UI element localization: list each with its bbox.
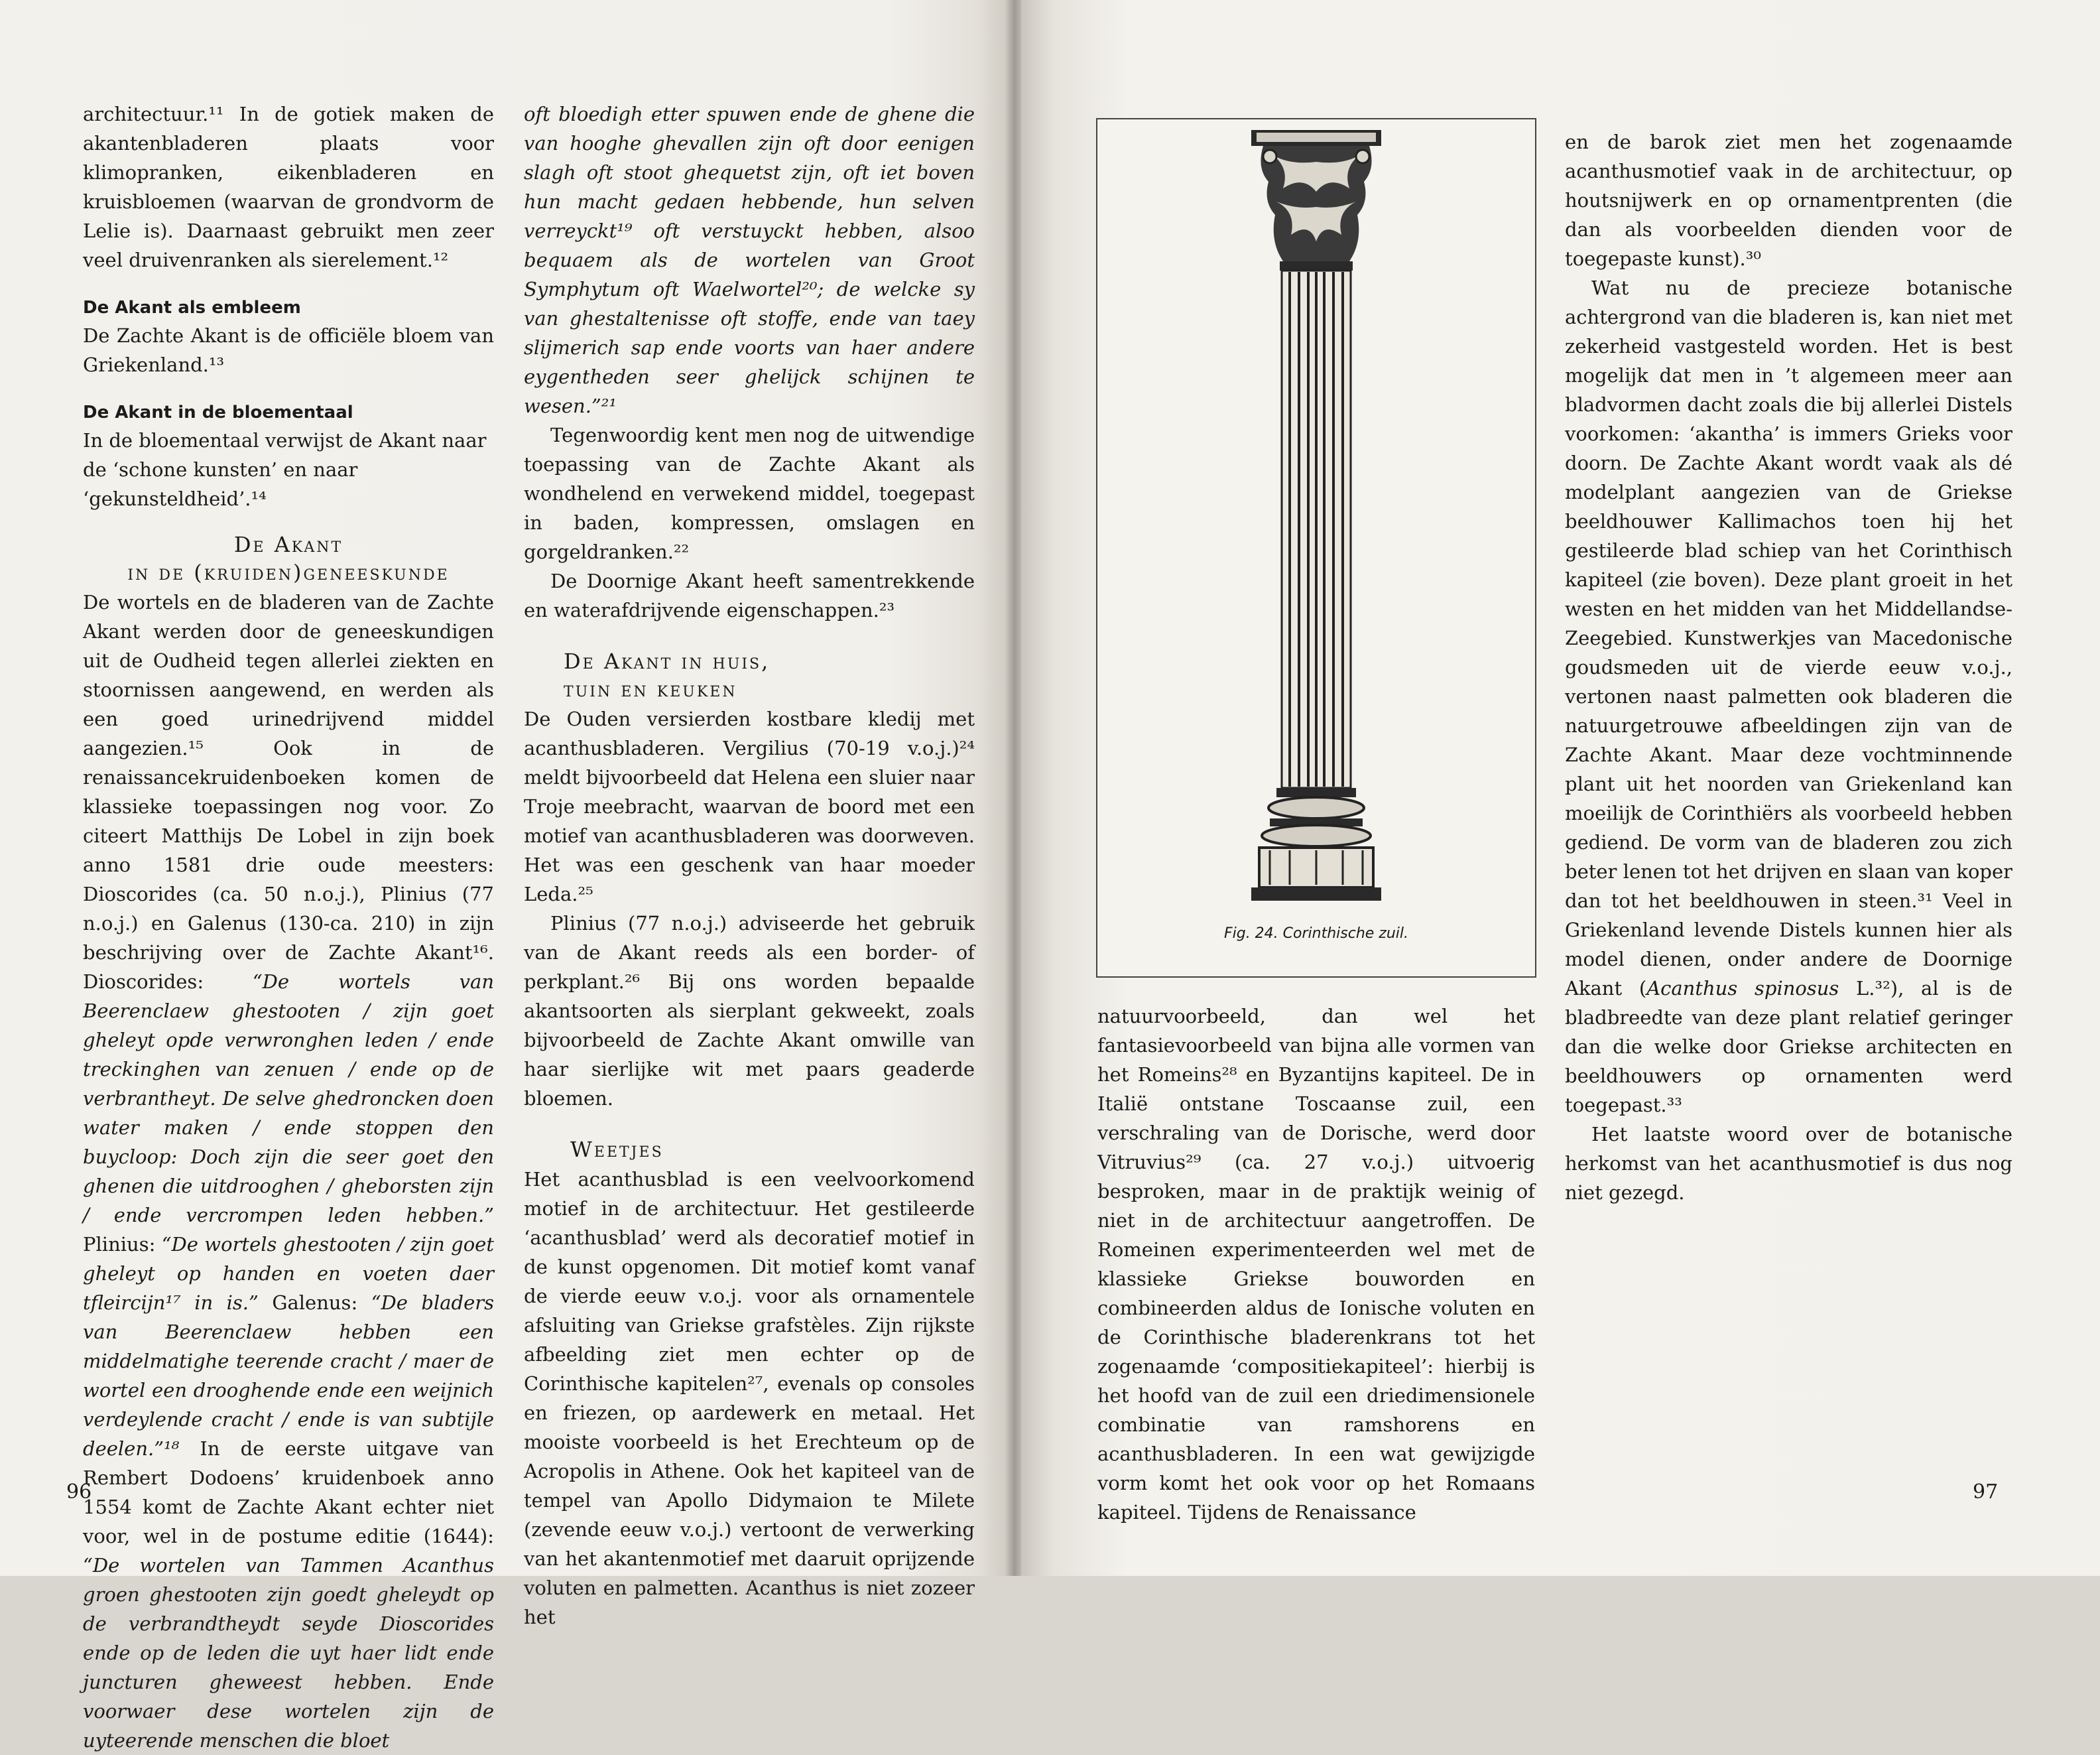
corinthian-column-illustration <box>1250 129 1383 911</box>
page-number-right: 97 <box>1973 1480 1999 1504</box>
section-heading-geneeskunde <box>83 531 494 586</box>
paragraph: De Ouden versierden kostbare kledij met acanthusbladeren. Vergilius (70-19 v.o.j.)²⁴ meldt bijvoorbeeld dat Helena een sluier naar Troje meebracht, waarvan de boord met een motief van acanthusbladeren was doorweven. Het was een geschenk van haar moeder Leda.²⁵ <box>524 708 975 905</box>
left-column-1 <box>83 99 494 1755</box>
section-heading-line: De Akant <box>233 532 343 557</box>
paragraph: en de barok ziet men het zogenaamde acanthusmotief vaak in de architectuur, op houtsnijwerk en op ornamentprenten (die dan als voorbeelden dienden voor de toegepaste kunst).³⁰ <box>1565 131 2012 270</box>
figure-corinthian-column <box>1096 118 1536 978</box>
section-heading-huis <box>524 647 975 703</box>
paragraph: De Doornige Akant heeft samentrekkende en waterafdrijvende eigenschappen.²³ <box>524 570 975 621</box>
quote: “De wortelen van Tammen Acanthus groen ghestooten zijn goedt gheleydt op de verbrandtheydt seyde Dioscorides ende op de leden die uyt haer lidt ende juncturen gheweest hebben. Ende voorwaer dese wortelen zijn de uyteerende menschen die bloet <box>83 1554 494 1752</box>
quote: “De wortels van Beerenclaew ghestooten / zijn goet gheleyt opde verwronghen leden / ende treckinghen van zenuen / ende op de verbrantheyt. De selve ghedroncken doen water maken / ende stoppen den buycloop: Doch zijn die seer goet den ghenen die uitdrooghen / gheborsten zijn / ende vercrompen leden hebben.” <box>83 970 494 1226</box>
quote: “De bladers van Beerenclaew hebben een middelmatighe teerende cracht / maer de wortel een drooghende ende een weijnich verdeylende cracht / ende is van subtijle deelen.”¹⁸ <box>83 1291 494 1460</box>
section-heading-line: in de (kruiden)geneeskunde <box>127 560 450 585</box>
right-column-1 <box>1097 1002 1535 1527</box>
paragraph: Het acanthusblad is een veelvoorkomend motief in de architectuur. Het gestileerde ‘acanthusblad’ werd als decoratief motief in de kunst opgenomen. Dit motief komt vanaf de vierde eeuw v.o.j. voor als ornamentele afsluiting van Griekse grafstèles. Zijn rijkste afbeelding ziet men echter op de Corinthische kapitelen²⁷, evenals op consoles en friezen, op aardewerk en metaal. Het mooiste voorbeeld is het Erechteum op de Acropolis in Athene. Ook het kapiteel van de tempel van Apollo Didymaion te Milete (zevende eeuw v.o.j.) vertoont de verwerking van het akantenmotief met daaruit oprijzende voluten en palmetten. Acanthus is niet zozeer het <box>524 1168 975 1628</box>
quote: “De wortels ghestooten / zijn goet gheleyt op handen en voeten daer tfleircijn¹⁷ in is.” <box>83 1233 494 1314</box>
paragraph: In de bloementaal verwijst de Akant naar de ‘schone kunsten’ en naar ‘gekunsteldheid’.¹⁴ <box>83 429 487 510</box>
paragraph: Plinius (77 n.o.j.) adviseerde het gebruik van de Akant reeds als een border- of perkplant.²⁶ Bij ons worden bepaalde akantsoorten als sierplant gekweekt, zoals bijvoorbeeld de Zachte Akant omwille van haar sierlijke wit met paars geaderde bloemen. <box>524 912 975 1110</box>
left-column-2 <box>524 99 975 1632</box>
section-heading-line: De Akant in huis, <box>564 649 771 674</box>
subheading-bloementaal: De Akant in de bloementaal <box>83 403 353 422</box>
paragraph: natuurvoorbeeld, dan wel het fantasievoorbeeld van bijna alle vormen van het Romeins²⁸ en Byzantijns kapiteel. De in Italië ontstane Toscaanse zuil, een verschraling van de Dorische, werd door Vitruvius²⁹ (ca. 27 v.o.j.) uitvoerig besproken, maar in de praktijk weinig of niet in de architectuur aangetroffen. De Romeinen experimenteerden wel met de klassieke Griekse bouworden en combineerden aldus de Ionische voluten en de Corinthische bladerenkrans tot het zogenaamde ‘compositiekapiteel’: hierbij is het hoofd van de zuil een driedimensionele combinatie van ramshorens en acanthusbladeren. In een wat gewijzigde vorm komt het ook voor op het Romaans kapiteel. Tijdens de Renaissance <box>1097 1005 1535 1524</box>
page-number-left: 96 <box>66 1480 92 1504</box>
paragraph: De Zachte Akant is de officiële bloem van Griekenland.¹³ <box>83 324 494 376</box>
paragraph: De wortels en de bladeren van de Zachte Akant werden door de geneeskundigen uit de Oudheid tegen allerlei ziekten en stoornissen aangewend, en werden als een goed urinedrijvend middel aangezien.¹⁵ Ook in de renaissancekruidenboeken komen de klassieke toepassingen nog voor. Zo citeert Matthijs De Lobel in zijn boek anno 1581 drie oude meesters: Dioscorides (ca. 50 n.o.j.), Plinius (77 n.o.j.) en Galenus (130-ca. 210) in zijn beschrijving over de Zachte Akant¹⁶. Dioscorides: “De wortels van Beerenclaew ghestooten / zijn goet gheleyt opde verwronghen leden / ende treckinghen van zenuen / ende op de verbrantheyt. De selve ghedroncken doen water maken / ende stoppen den buycloop: Doch zijn die seer goet den ghenen die uitdrooghen / gheborsten zijn / ende vercrompen leden hebben.” Plinius: “De wortels ghestooten / zijn goet gheleyt op handen en voeten daer tfleircijn¹⁷ in is.” Galenus: “De bladers van Beerenclaew hebben een middelmatighe teerende cracht / maer de wortel een drooghende ende een weijnich verdeylende cracht / ende is van subtijle deelen.”¹⁸ In de eerste uitgave van Rembert Dodoens’ kruidenboek anno 1554 komt de Zachte Akant echter niet voor, wel in de postume editie (1644): “De wortelen van Tammen Acanthus groen ghestooten zijn goedt gheleydt op de verbrandtheydt seyde Dioscorides ende op de leden die uyt haer lidt ende juncturen gheweest hebben. Ende voorwaer dese wortelen zijn de uyteerende menschen die bloet <box>83 591 494 1752</box>
section-heading-line: tuin en keuken <box>564 677 737 702</box>
section-heading-line: Weetjes <box>570 1137 664 1162</box>
figure-caption: Fig. 24. Corinthische zuil. <box>1223 925 1409 942</box>
paragraph: Tegenwoordig kent men nog de uitwendige toepassing van de Zachte Akant als wondhelend en verwekend middel, toegepast in baden, kompressen, omslagen en gorgeldranken.²² <box>524 424 975 563</box>
left-page <box>0 0 1008 1752</box>
section-heading-weetjes <box>524 1136 975 1163</box>
quote: oft bloedigh etter spuwen ende de ghene die van hooghe ghevallen zijn oft door eenigen slagh oft stoot ghequetst zijn, oft iet boven hun macht gedaen hebbende, hun selven verreyckt¹⁹ oft verstuyckt hebben, alsoo bequaem als de wortelen van Groot Symphytum oft Waelwortel²⁰; de welcke sy van ghestaltenisse oft stoffe, ende van taey slijmerich sap ende voorts van haer andere eygentheden seer ghelijck schijnen te wesen.”²¹ <box>524 103 975 417</box>
paragraph: Wat nu de precieze botanische achtergrond van die bladeren is, kan niet met zekerheid vastgesteld worden. Het is best mogelijk dat men in ’t algemeen meer aan bladvormen dacht zoals die bij allerlei Distels voorkomen: ‘akantha’ is immers Grieks voor doorn. De Zachte Akant wordt vaak als dé modelplant aangezien van de Griekse beeldhouwer Kallimachos toen hij het gestileerde blad schiep van het Corinthisch kapiteel (zie boven). Deze plant groeit in het westen en het midden van het Middellandse-Zeegebied. Kunstwerkjes van Macedonische goudsmeden uit de vierde eeuw v.o.j., vertonen naast palmetten ook bladeren die natuurgetrouwe afbeeldingen zijn van de Zachte Akant. Maar deze vochtminnende plant uit het noorden van Griekenland kan moeilijk de Corinthiërs als voorbeeld hebben gediend. De vorm van de bladeren zou zich beter lenen tot het drijven en slaan van koper dan tot het beeldhouwen in steen.³¹ Veel in Griekenland levende Distels kunnen hier als model dienen, onder andere de Doornige Akant (Acanthus spinosus L.³²), al is de bladbreedte van deze plant relatief geringer dan die welke door Griekse architecten en beeldhouwers op ornamenten werd toegepast.³³ <box>1565 277 2012 1116</box>
subheading-embleem: De Akant als embleem <box>83 298 301 318</box>
paragraph: architectuur.¹¹ In de gotiek maken de akantenbladeren plaats voor klimopranken, eikenbladeren en kruisbloemen (waarvan de grondvorm de Lelie is). Daarnaast gebruikt men zeer veel druivenranken als sierelement.¹² <box>83 103 494 271</box>
right-column-2 <box>1565 127 2012 1207</box>
paragraph: Het laatste woord over de botanische herkomst van het acanthusmotief is dus nog niet gezegd. <box>1565 1123 2012 1204</box>
species-name: Acanthus spinosus <box>1646 977 1839 1000</box>
